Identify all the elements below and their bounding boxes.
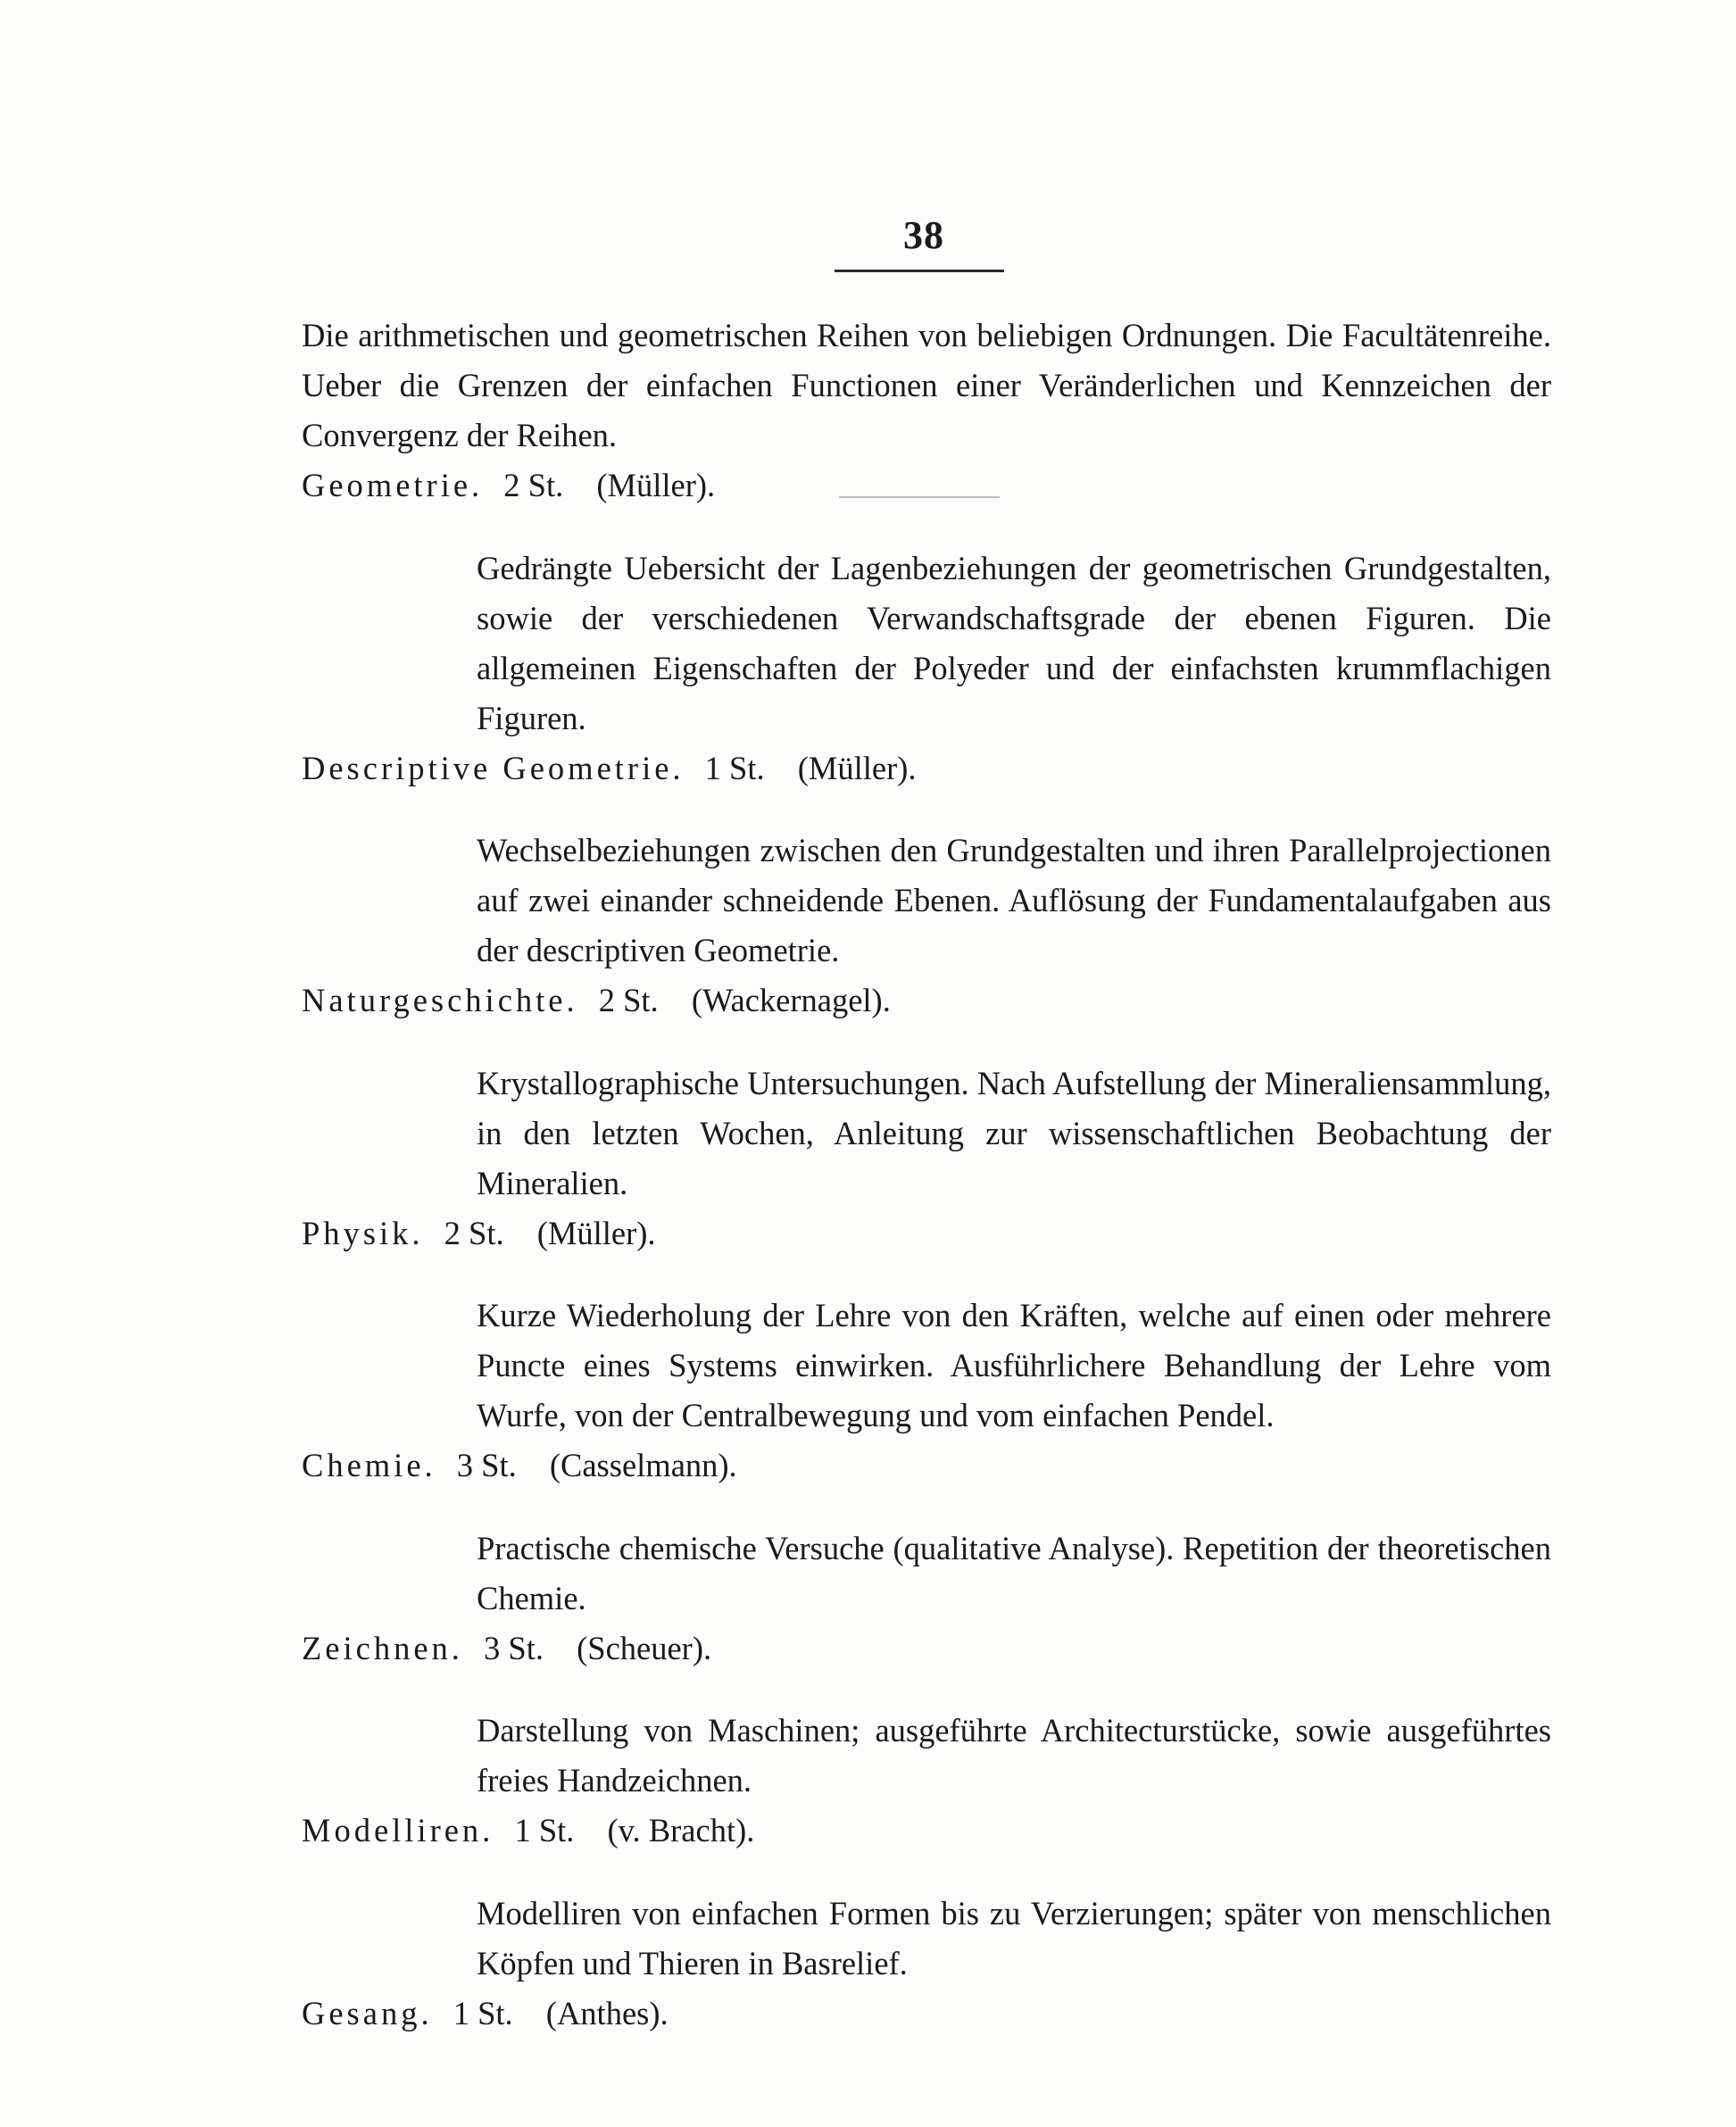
section-naturgeschichte bbox=[302, 976, 1551, 1209]
subject-name: Physik. bbox=[302, 1214, 424, 1251]
hours-per-week: 1 St. bbox=[704, 749, 765, 786]
subject-name: Zeichnen. bbox=[302, 1629, 463, 1666]
section-heading bbox=[302, 1441, 1551, 1491]
teacher-name: (Wackernagel). bbox=[691, 982, 891, 1018]
subject-name: Gesang. bbox=[302, 1994, 433, 2031]
section-description: Practische chemische Versuche (qualitative Analyse). Repetition der theoretischen Chemie. bbox=[477, 1529, 1551, 1616]
section-heading bbox=[302, 1624, 1551, 1674]
section-heading bbox=[302, 1806, 1551, 1856]
hours-per-week: 1 St. bbox=[453, 1994, 513, 2031]
teacher-name: (v. Bracht). bbox=[607, 1812, 755, 1849]
section-heading bbox=[302, 1989, 1551, 2039]
hours-per-week: 3 St. bbox=[484, 1629, 544, 1666]
section-geometrie bbox=[302, 461, 1551, 744]
section-heading bbox=[302, 744, 1551, 793]
page-number-rule bbox=[835, 270, 1004, 272]
hours-per-week: 2 St. bbox=[503, 467, 564, 503]
teacher-name: (Müller). bbox=[797, 749, 917, 786]
section-description: Kurze Wiederholung der Lehre von den Kräften, welche auf einen oder mehrere Puncte eines Systems einwirken. Ausführlichere Behandlung der Lehre vom Wurfe, von der Centralbewegung und vom einfachen Pendel. bbox=[477, 1297, 1551, 1433]
section-gesang bbox=[302, 1989, 1551, 2039]
hours-per-week: 2 St. bbox=[444, 1214, 504, 1251]
section-chemie bbox=[302, 1441, 1551, 1624]
section-descriptive-geometrie bbox=[302, 744, 1551, 976]
section-description: Darstellung von Maschinen; ausgeführte Architecturstücke, sowie ausgeführtes freies Handzeichnen. bbox=[477, 1712, 1551, 1799]
teacher-name: (Müller). bbox=[536, 1214, 656, 1251]
page-body bbox=[302, 311, 1551, 2039]
hours-per-week: 3 St. bbox=[456, 1447, 517, 1483]
section-description: Wechselbeziehungen zwischen den Grundgestalten und ihren Parallelprojectionen auf zwei einander schneidende Ebenen. Auflösung der Fundamentalaufgaben aus der descriptiven Geometrie. bbox=[477, 832, 1551, 968]
subject-name: Geometrie. bbox=[302, 467, 484, 503]
section-zeichnen bbox=[302, 1624, 1551, 1807]
subject-name: Modelliren. bbox=[302, 1812, 494, 1849]
section-physik bbox=[302, 1209, 1551, 1442]
page-number: 38 bbox=[903, 213, 944, 257]
teacher-name: (Müller). bbox=[596, 467, 716, 503]
section-heading bbox=[302, 976, 1551, 1026]
intro-paragraph: Die arithmetischen und geometrischen Reihen von beliebigen Ordnungen. Die Facultätenreihe. Ueber die Grenzen der einfachen Functionen einer Veränderlichen und Kennzeichen der Convergenz der Reihen. bbox=[302, 317, 1551, 453]
teacher-name: (Anthes). bbox=[545, 1994, 669, 2031]
hours-per-week: 1 St. bbox=[514, 1812, 575, 1849]
section-description: Modelliren von einfachen Formen bis zu Verzierungen; später von menschlichen Köpfen und Thieren in Basrelief. bbox=[477, 1894, 1551, 1982]
section-description: Gedrängte Uebersicht der Lagenbeziehungen der geometrischen Grundgestalten, sowie der verschiedenen Verwandschaftsgrade der ebenen Figuren. Die allgemeinen Eigenschaften der Polyeder und der einfachsten krummflachigen Figuren. bbox=[477, 549, 1551, 736]
section-description: Krystallographische Untersuchungen. Nach Aufstellung der Mineraliensammlung, in den letzten Wochen, Anleitung zur wissenschaftlichen Beobachtung der Mineralien. bbox=[477, 1064, 1551, 1201]
subject-name: Descriptive Geometrie. bbox=[302, 749, 685, 786]
hours-per-week: 2 St. bbox=[598, 982, 659, 1018]
subject-name: Chemie. bbox=[302, 1447, 436, 1483]
subject-name: Naturgeschichte. bbox=[302, 982, 578, 1018]
teacher-name: (Casselmann). bbox=[549, 1447, 737, 1483]
teacher-name: (Scheuer). bbox=[577, 1629, 712, 1666]
section-modelliren bbox=[302, 1806, 1551, 1989]
section-heading bbox=[302, 461, 1551, 511]
section-heading bbox=[302, 1209, 1551, 1259]
